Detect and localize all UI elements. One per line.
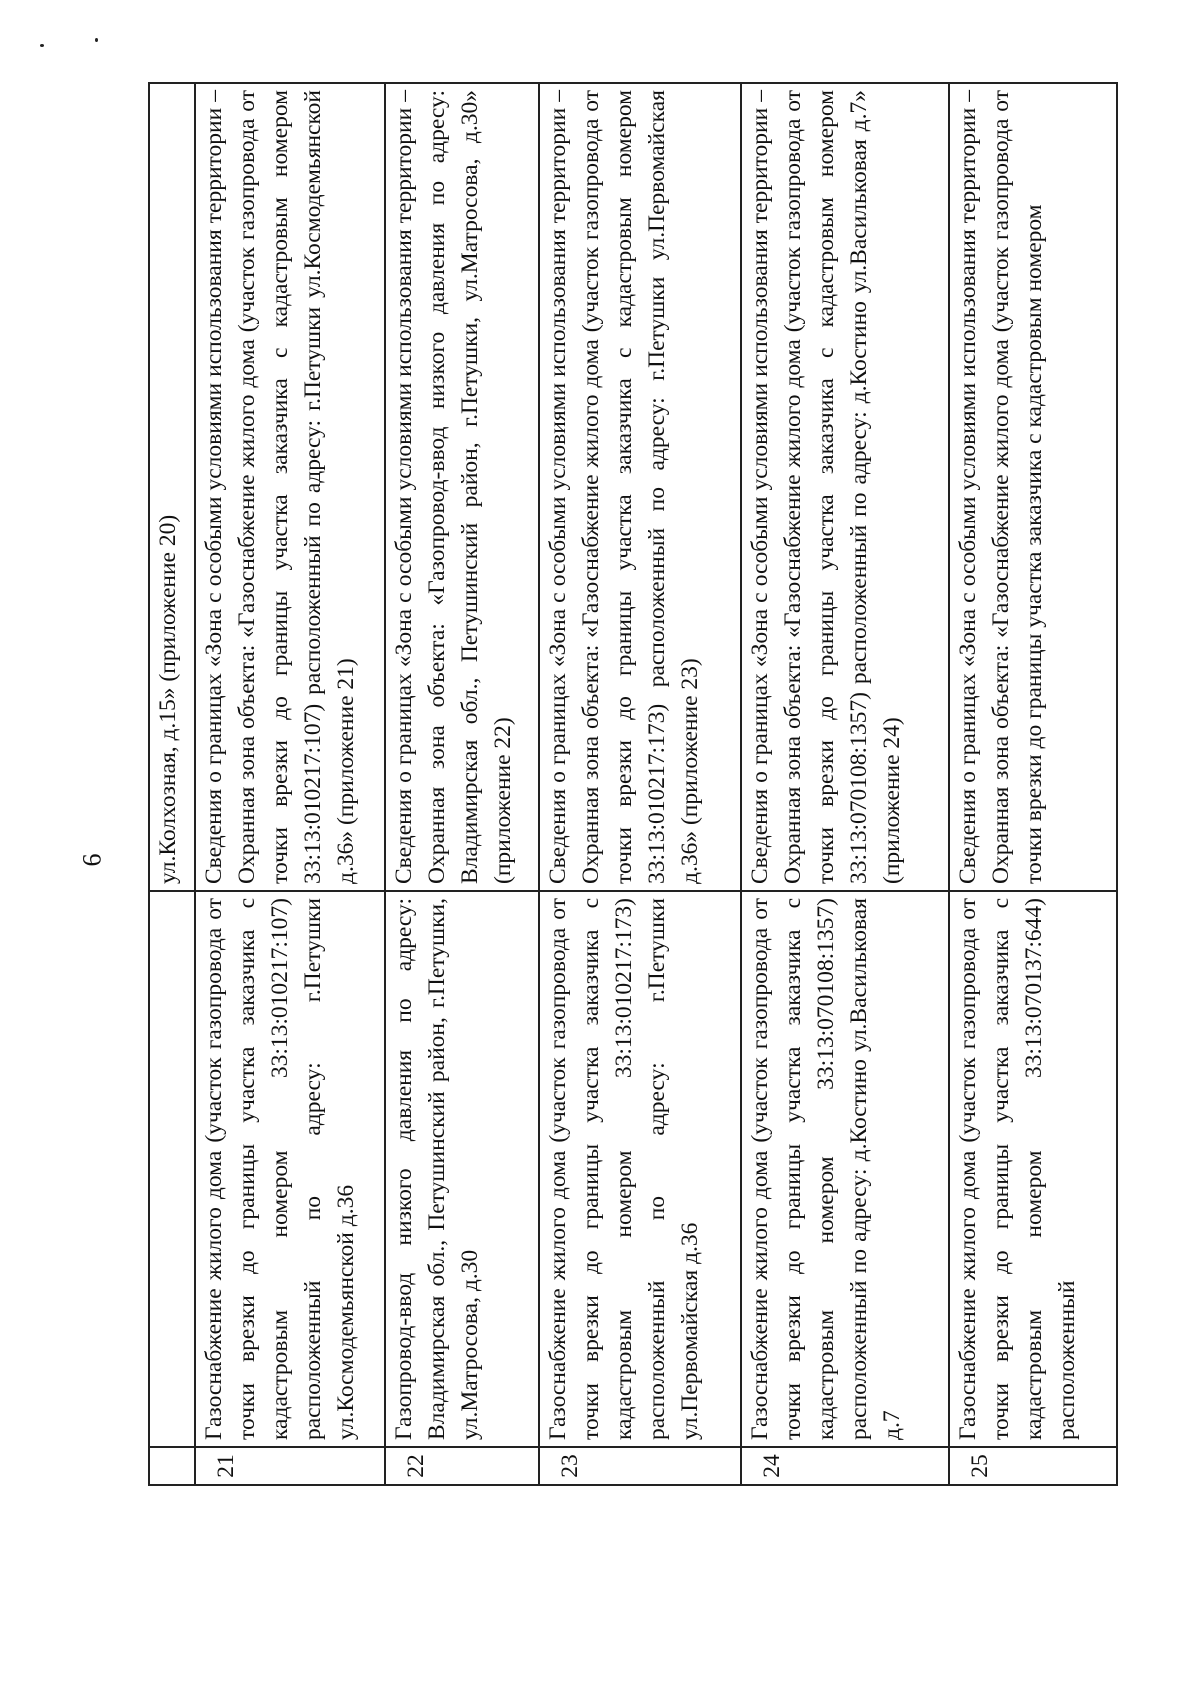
info-cell: Сведения о границах «Зона с особыми условиями использования территории – Охранная зона объекта: «Газоснабжение жилого дома (участок газопровода от точки врезки до границы участка заказчика с кадастровым номером 33:13:010217:173) расположенный по адресу: г.Петушки ул.Первомайская д.36» (приложение 23) (539, 83, 741, 891)
row-number-cell: 21 (195, 1447, 385, 1485)
table-row-continued (149, 83, 195, 1485)
table-row (741, 83, 949, 1485)
table-row (195, 83, 385, 1485)
scan-speck (40, 44, 44, 47)
row-number-cell (149, 1447, 195, 1485)
table-row (539, 83, 741, 1485)
info-cell: Сведения о границах «Зона с особыми условиями использования территории – Охранная зона объекта: «Газоснабжение жилого дома (участок газопровода от точки врезки до границы участка заказчика с кадастровым номером 33:13:010217:107) расположенный по адресу: г.Петушки ул.Космодемьянской д.36» (приложение 21) (195, 83, 385, 891)
table-row (949, 83, 1117, 1485)
object-cell: Газоснабжение жилого дома (участок газопровода от точки врезки до границы участка заказчика с кадастровым номером 33:13:010217:173) расположенный по адресу: г.Петушки ул.Первомайская д.36 (539, 891, 741, 1447)
object-cell: Газопровод-ввод низкого давления по адресу: Владимирская обл., Петушинский район, г.Петушки, ул.Матросова, д.30 (385, 891, 539, 1447)
object-cell: Газоснабжение жилого дома (участок газопровода от точки врезки до границы участка заказчика с кадастровым номером 33:13:070108:1357) расположенный по адресу: д.Костино ул.Васильковая д.7 (741, 891, 949, 1447)
object-cell: Газоснабжение жилого дома (участок газопровода от точки врезки до границы участка заказчика с кадастровым номером 33:13:070137:644) расположенный (949, 891, 1117, 1447)
table-row (385, 83, 539, 1485)
info-cell: ул.Колхозная, д.15» (приложение 20) (149, 83, 195, 891)
info-cell: Сведения о границах «Зона с особыми условиями использования территории – Охранная зона объекта: «Газоснабжение жилого дома (участок газопровода от точки врезки до границы участка заказчика с кадастровым номером 33:13:070108:1357) расположенный по адресу: д.Костино ул.Васильковая д.7» (приложение 24) (741, 83, 949, 891)
row-number-cell: 24 (741, 1447, 949, 1485)
object-cell: Газоснабжение жилого дома (участок газопровода от точки врезки до границы участка заказчика с кадастровым номером 33:13:010217:107) расположенный по адресу: г.Петушки ул.Космодемьянской д.36 (195, 891, 385, 1447)
objects-table (148, 82, 1118, 1486)
row-number-cell: 23 (539, 1447, 741, 1485)
row-number-cell: 25 (949, 1447, 1117, 1485)
scan-speck (95, 38, 98, 42)
row-number-cell: 22 (385, 1447, 539, 1485)
info-cell: Сведения о границах «Зона с особыми условиями использования территории – Охранная зона объекта: «Газопровод-ввод низкого давления по адресу: Владимирская обл., Петушинский район, г.Петушки, ул.Матросова, д.30» (приложение 22) (385, 83, 539, 891)
object-cell (149, 891, 195, 1447)
rotated-table-container (148, 84, 1080, 1486)
info-cell: Сведения о границах «Зона с особыми условиями использования территории – Охранная зона объекта: «Газоснабжение жилого дома (участок газопровода от точки врезки до границы участка заказчика с кадастровым номером (949, 83, 1117, 891)
page-number: 6 (77, 853, 107, 867)
